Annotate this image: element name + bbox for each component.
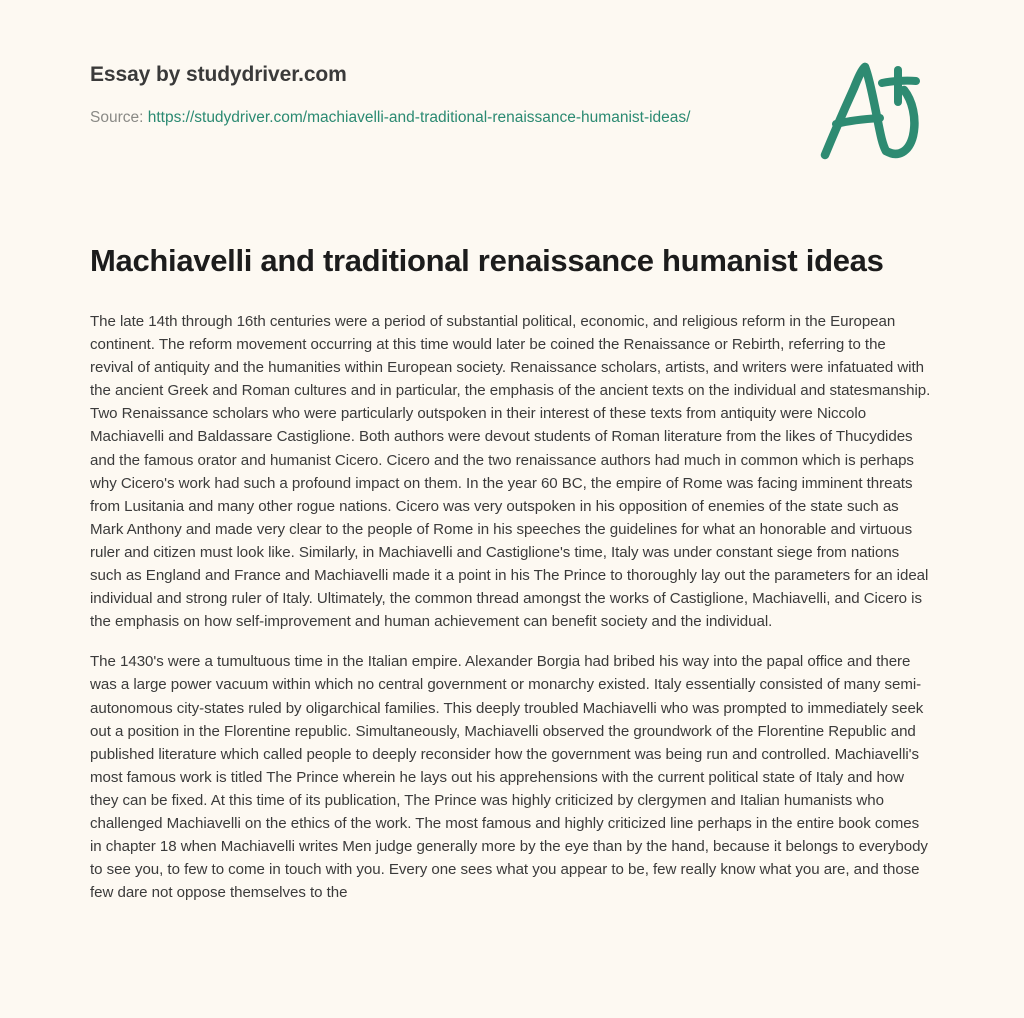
essay-byline: Essay by studydriver.com xyxy=(90,63,347,86)
essay-paragraph: The 1430's were a tumultuous time in the Italian empire. Alexander Borgia had bribed his way into the papal office and there was a large power vacuum within which no central government or monarchy existed. Italy essentially consisted of many semi-autonomous city-states ruled by oligarchical families. This deeply troubled Machiavelli who was prompted to immediately seek out a position in the Florentine republic. Simultaneously, Machiavelli observed the groundwork of the Florentine Republic and published literature which called people to deeply reconsider how the government was being run and controlled. Machiavelli's most famous work is titled The Prince wherein he lays out his apprehensions with the current political state of Italy and how they can be fixed. At this time of its publication, The Prince was highly criticized by clergymen and Italian humanists who challenged Machiavelli on the ethics of the work. The most famous and highly criticized line perhaps in the entire book comes in chapter 18 when Machiavelli writes Men judge generally more by the eye than by the hand, because it belongs to everybody to see you, to few to come in touch with you. Every one sees what you appear to be, few really know what you are, and those few dare not oppose themselves to the xyxy=(90,653,928,902)
source-label: Source: xyxy=(90,109,144,127)
header-text-block xyxy=(90,62,790,128)
essay-body xyxy=(90,310,932,904)
page-header xyxy=(0,0,1024,200)
studydriver-a-plus-logo[interactable] xyxy=(812,52,930,170)
a-plus-icon xyxy=(812,52,930,170)
essay-paragraph: The late 14th through 16th centuries were a period of substantial political, economic, and religious reform in the European continent. The reform movement occurring at this time would later be coined the Renaissance or Rebirth, referring to the revival of antiquity and the humanities within European society. Renaissance scholars, artists, and writers were infatuated with the ancient Greek and Roman cultures and in particular, the emphasis of the ancient texts on the individual and statesmanship. Two Renaissance scholars who were particularly outspoken in their interest of these texts from antiquity were Niccolo Machiavelli and Baldassare Castiglione. Both authors were devout students of Roman literature from the likes of Thucydides and the famous orator and humanist Cicero. Cicero and the two renaissance authors had much in common which is perhaps why Cicero's work had such a profound impact on them. In the year 60 BC, the empire of Rome was facing imminent threats from Lusitania and many other rogue nations. Cicero was very outspoken in his opposition of enemies of the state such as Mark Anthony and made very clear to the people of Rome in his speeches the guidelines for what an honorable and virtuous ruler and citizen must look like. Similarly, in Machiavelli and Castiglione's time, Italy was under constant siege from nations such as England and France and Machiavelli made it a point in his The Prince to thoroughly lay out the parameters for an ideal individual and strong ruler of Italy. Ultimately, the common thread amongst the works of Castiglione, Machiavelli, and Cicero is the emphasis on how self-improvement and human achievement can benefit society and the individual. xyxy=(90,313,931,631)
source-line xyxy=(90,108,790,128)
page-title: Machiavelli and traditional renaissance humanist ideas xyxy=(90,243,884,278)
source-url-link[interactable]: https://studydriver.com/machiavelli-and-traditional-renaissance-humanist-ideas/ xyxy=(147,109,691,127)
